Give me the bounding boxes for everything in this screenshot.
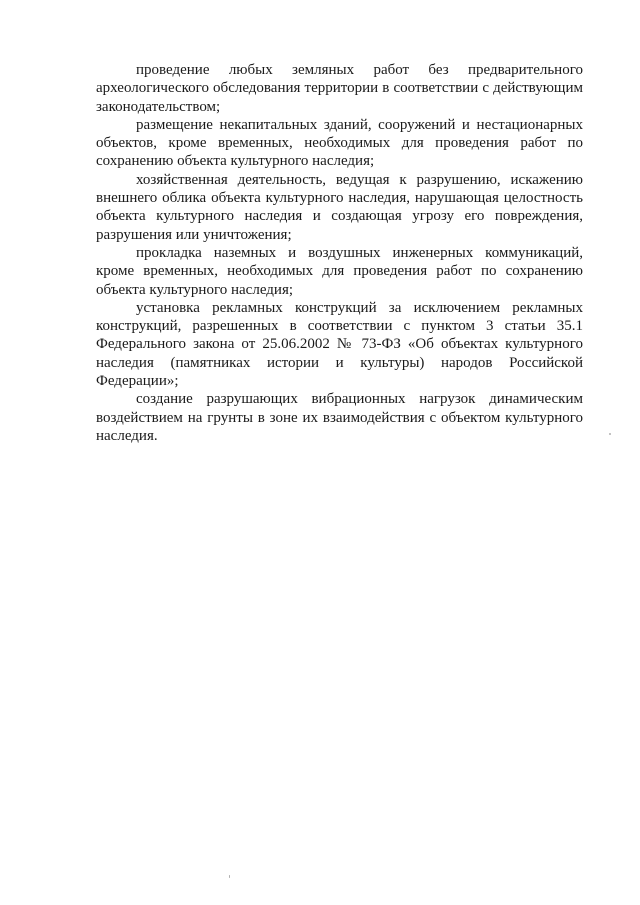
scan-speck <box>229 875 230 878</box>
scan-speck <box>609 433 611 435</box>
paragraph-advertising: установка рекламных конструкций за исключением рекламных конструкций, разрешенных в соответствии с пунктом 3 статьи 35.1 Федерального закона от 25.06.2002 № 73-ФЗ «Об объектах культурного наследия (памятниках истории и культуры) народов Российской Федерации»; <box>96 299 583 390</box>
paragraph-economic-activity: хозяйственная деятельность, ведущая к разрушению, искажению внешнего облика объекта культурного наследия, нарушающая целостность объекта культурного наследия и создающая угрозу его повреждения, разрушения или уничтожения; <box>96 171 583 243</box>
document-body <box>96 61 583 445</box>
paragraph-vibration-loads: создание разрушающих вибрационных нагрузок динамическим воздействием на грунты в зоне их взаимодействия с объектом культурного наследия. <box>96 391 583 444</box>
paragraph-earthworks: проведение любых земляных работ без предварительного археологического обследования территории в соответствии с действующим законодательством; <box>96 62 583 115</box>
paragraph-temporary-structures: размещение некапитальных зданий, сооружений и нестационарных объектов, кроме временных, необходимых для проведения работ по сохранению объекта культурного наследия; <box>96 116 583 170</box>
paragraph-utilities: прокладка наземных и воздушных инженерных коммуникаций, кроме временных, необходимых для проведения работ по сохранению объекта культурного наследия; <box>96 244 583 298</box>
